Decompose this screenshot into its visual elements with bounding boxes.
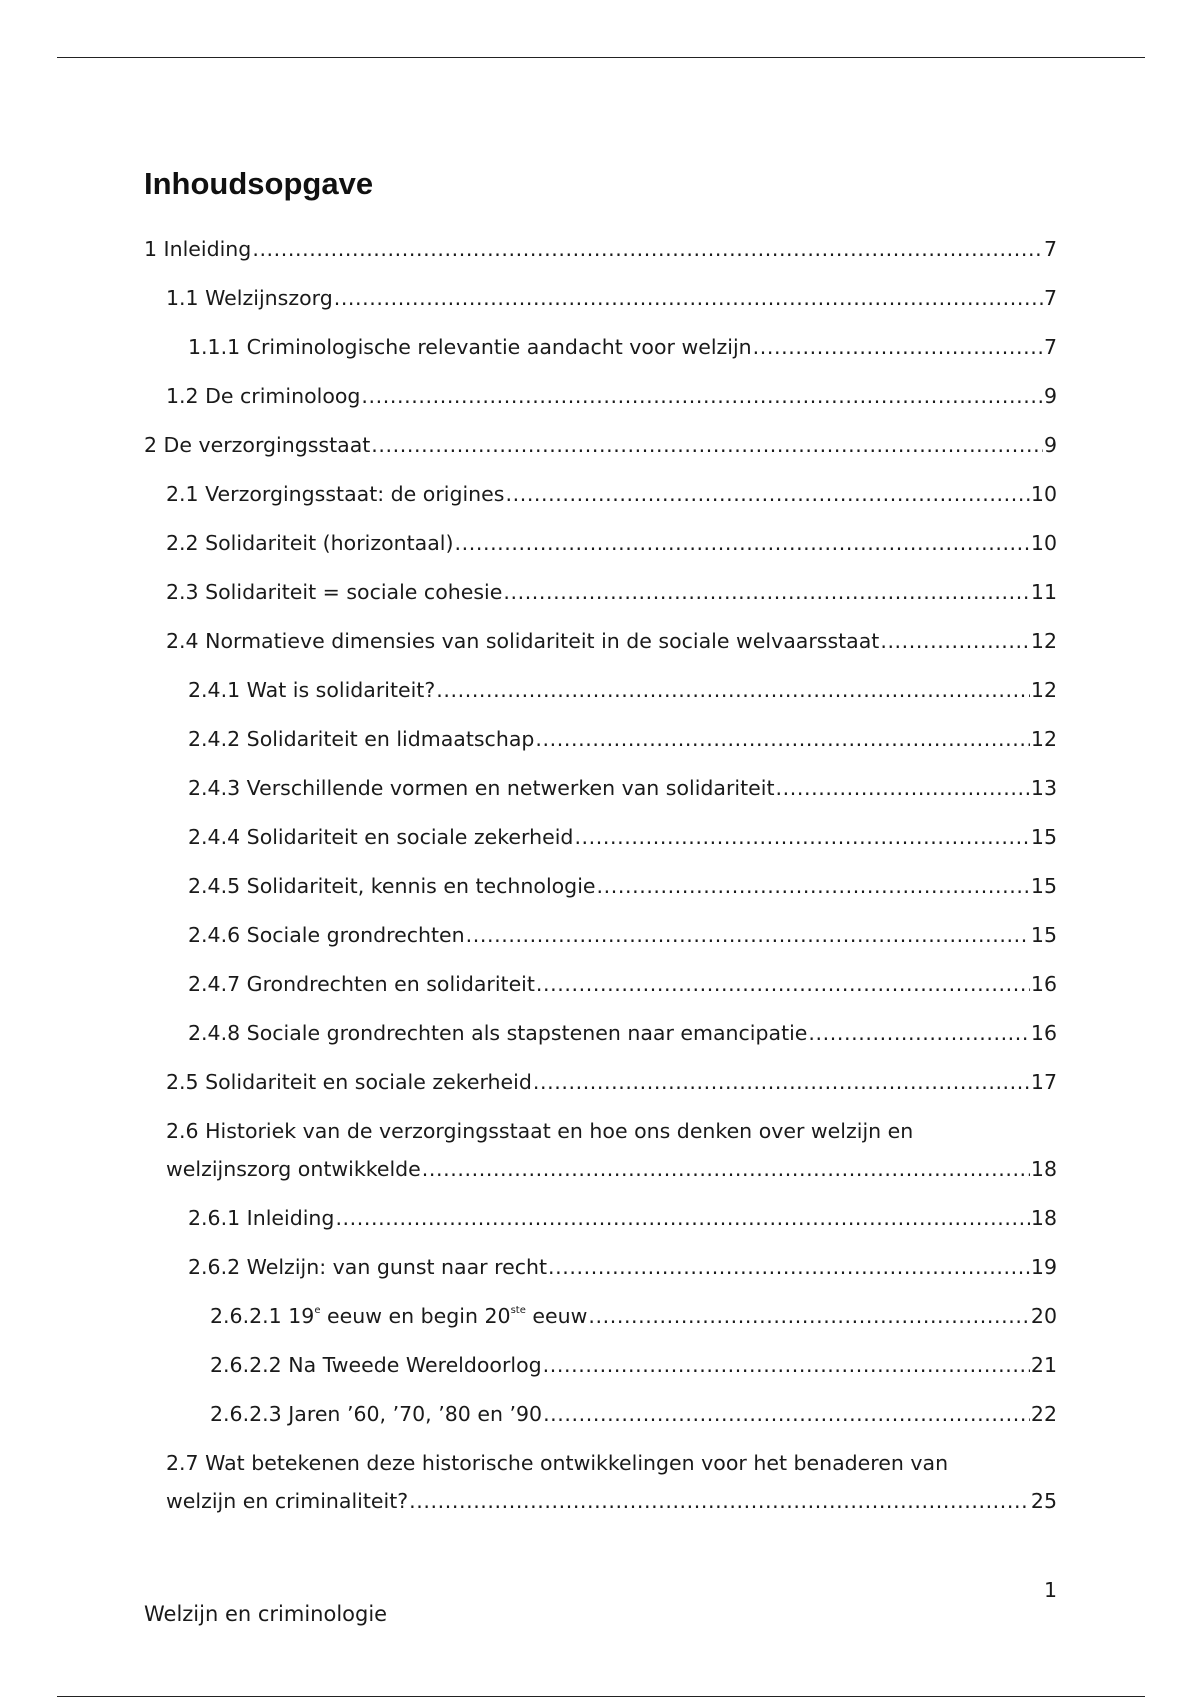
footer-rule — [57, 1696, 1145, 1697]
toc-entry-multiline[interactable] — [144, 1444, 1057, 1520]
toc-entry-page: 22 — [1030, 1402, 1057, 1426]
toc-entry-text: 2.7 Wat betekenen deze historische ontwikkelingen voor het benaderen van — [166, 1451, 949, 1475]
toc-entry-page: 18 — [1030, 1206, 1057, 1230]
toc-entry[interactable] — [144, 1063, 1057, 1101]
toc-entry[interactable] — [144, 769, 1057, 807]
toc-leader — [543, 1395, 1030, 1433]
toc-leader — [543, 1346, 1030, 1384]
toc-entry-text: 2.6.2.2 Na Tweede Wereldoorlog — [210, 1353, 542, 1377]
toc-leader — [335, 1199, 1029, 1237]
header-rule — [57, 57, 1145, 58]
toc-entry-text: 2.4.1 Wat is solidariteit? — [188, 678, 436, 702]
toc-entry[interactable] — [144, 1199, 1057, 1237]
superscript: ste — [510, 1305, 526, 1316]
toc-entry[interactable] — [144, 328, 1057, 366]
toc-entry-page: 19 — [1030, 1255, 1057, 1279]
toc-entry[interactable] — [144, 671, 1057, 709]
toc-entry-page: 15 — [1030, 825, 1057, 849]
toc-entry[interactable] — [144, 524, 1057, 562]
toc-text-part: eeuw en begin 20 — [320, 1304, 511, 1328]
toc-entry-text: 2.4.8 Sociale grondrechten als stapstenen naar emancipatie — [188, 1021, 808, 1045]
table-of-contents — [144, 230, 1057, 1531]
toc-entry-text: 1.2 De criminoloog — [166, 384, 361, 408]
toc-entry-page: 13 — [1030, 776, 1057, 800]
toc-entry-page: 9 — [1043, 384, 1057, 408]
toc-entry-text: 1.1.1 Criminologische relevantie aandacht voor welzijn — [188, 335, 752, 359]
toc-entry-page: 12 — [1030, 727, 1057, 751]
toc-leader — [880, 622, 1030, 660]
toc-entry[interactable] — [144, 916, 1057, 954]
toc-entry-text: 1.1 Welzijnszorg — [166, 286, 333, 310]
toc-leader — [361, 377, 1043, 415]
toc-entry[interactable] — [144, 1297, 1057, 1335]
toc-entry[interactable] — [144, 475, 1057, 513]
toc-leader — [371, 426, 1043, 464]
toc-leader — [808, 1014, 1029, 1052]
page-title: Inhoudsopgave — [144, 166, 374, 201]
toc-entry-page: 12 — [1030, 678, 1057, 702]
toc-entry-text: 2.4.7 Grondrechten en solidariteit — [188, 972, 535, 996]
toc-entry[interactable] — [144, 377, 1057, 415]
toc-entry-page: 12 — [1030, 629, 1057, 653]
toc-entry-text-cont: welzijn en criminaliteit? — [166, 1489, 409, 1513]
toc-entry-text: 2.6.2 Welzijn: van gunst naar recht — [188, 1255, 548, 1279]
toc-entry[interactable] — [144, 965, 1057, 1003]
toc-entry[interactable] — [144, 818, 1057, 856]
toc-entry-text: 2.6.2.3 Jaren ’60, ’70, ’80 en ’90 — [210, 1402, 543, 1426]
toc-leader — [574, 818, 1029, 856]
toc-leader — [588, 1297, 1030, 1335]
toc-leader — [753, 328, 1043, 366]
toc-entry-text: 2.4.4 Solidariteit en sociale zekerheid — [188, 825, 574, 849]
toc-leader — [454, 524, 1029, 562]
toc-entry-text: 2.4.6 Sociale grondrechten — [188, 923, 465, 947]
toc-leader — [466, 916, 1030, 954]
toc-entry-page: 16 — [1030, 1021, 1057, 1045]
toc-entry[interactable] — [144, 230, 1057, 268]
toc-entry-text: 2.2 Solidariteit (horizontaal) — [166, 531, 454, 555]
toc-entry-page: 25 — [1030, 1489, 1057, 1513]
toc-entry-text: 2.3 Solidariteit = sociale cohesie — [166, 580, 503, 604]
toc-entry-text: 2.4.2 Solidariteit en lidmaatschap — [188, 727, 535, 751]
superscript: e — [314, 1305, 321, 1316]
toc-entry-page: 21 — [1030, 1353, 1057, 1377]
toc-entry-text: 2.5 Solidariteit en sociale zekerheid — [166, 1070, 532, 1094]
toc-entry-text: 2.4.5 Solidariteit, kennis en technologie — [188, 874, 596, 898]
toc-entry-text: 2.6 Historiek van de verzorgingsstaat en hoe ons denken over welzijn en — [166, 1119, 914, 1143]
toc-entry-page: 9 — [1043, 433, 1057, 457]
toc-leader — [503, 573, 1030, 611]
toc-entry-page: 10 — [1030, 531, 1057, 555]
toc-leader — [535, 720, 1030, 758]
toc-entry-page: 20 — [1030, 1304, 1057, 1328]
toc-leader — [436, 671, 1030, 709]
toc-entry-page: 17 — [1030, 1070, 1057, 1094]
toc-entry[interactable] — [144, 573, 1057, 611]
toc-leader — [533, 1063, 1030, 1101]
toc-text-part: 2.6.2.1 19 — [210, 1304, 315, 1328]
toc-leader — [548, 1248, 1030, 1286]
toc-leader — [776, 769, 1030, 807]
toc-leader — [334, 279, 1043, 317]
toc-entry-page: 10 — [1030, 482, 1057, 506]
footer-text: Welzijn en criminologie — [144, 1602, 388, 1626]
toc-entry-page: 7 — [1043, 335, 1057, 359]
toc-leader — [505, 475, 1029, 513]
toc-leader — [252, 230, 1043, 268]
toc-entry-text: 2 De verzorgingsstaat — [144, 433, 371, 457]
toc-entry[interactable] — [144, 867, 1057, 905]
toc-entry-page: 16 — [1030, 972, 1057, 996]
toc-entry-text — [210, 1297, 587, 1335]
page-number: 1 — [1043, 1578, 1057, 1602]
toc-leader — [597, 867, 1030, 905]
toc-entry[interactable] — [144, 1014, 1057, 1052]
toc-entry-text: 2.6.1 Inleiding — [188, 1206, 335, 1230]
toc-entry-page: 7 — [1043, 237, 1057, 261]
toc-entry-text: 2.4.3 Verschillende vormen en netwerken van solidariteit — [188, 776, 775, 800]
toc-entry-page: 15 — [1030, 874, 1057, 898]
toc-entry-text-cont: welzijnszorg ontwikkelde — [166, 1157, 421, 1181]
toc-entry[interactable] — [144, 622, 1057, 660]
toc-entry-text: 2.4 Normatieve dimensies van solidariteit in de sociale welvaarsstaat — [166, 629, 880, 653]
toc-entry[interactable] — [144, 1395, 1057, 1433]
toc-entry-page: 15 — [1030, 923, 1057, 947]
toc-text-part: eeuw — [525, 1304, 588, 1328]
toc-entry-text: 1 Inleiding — [144, 237, 252, 261]
toc-leader — [409, 1482, 1030, 1520]
toc-entry-page: 11 — [1030, 580, 1057, 604]
toc-entry-multiline[interactable] — [144, 1112, 1057, 1188]
toc-entry[interactable] — [144, 1346, 1057, 1384]
toc-leader — [536, 965, 1030, 1003]
toc-entry-text: 2.1 Verzorgingsstaat: de origines — [166, 482, 505, 506]
toc-entry[interactable] — [144, 720, 1057, 758]
toc-entry-page: 7 — [1043, 286, 1057, 310]
toc-leader — [422, 1150, 1030, 1188]
toc-entry[interactable] — [144, 279, 1057, 317]
toc-entry[interactable] — [144, 1248, 1057, 1286]
toc-entry[interactable] — [144, 426, 1057, 464]
toc-entry-page: 18 — [1030, 1157, 1057, 1181]
